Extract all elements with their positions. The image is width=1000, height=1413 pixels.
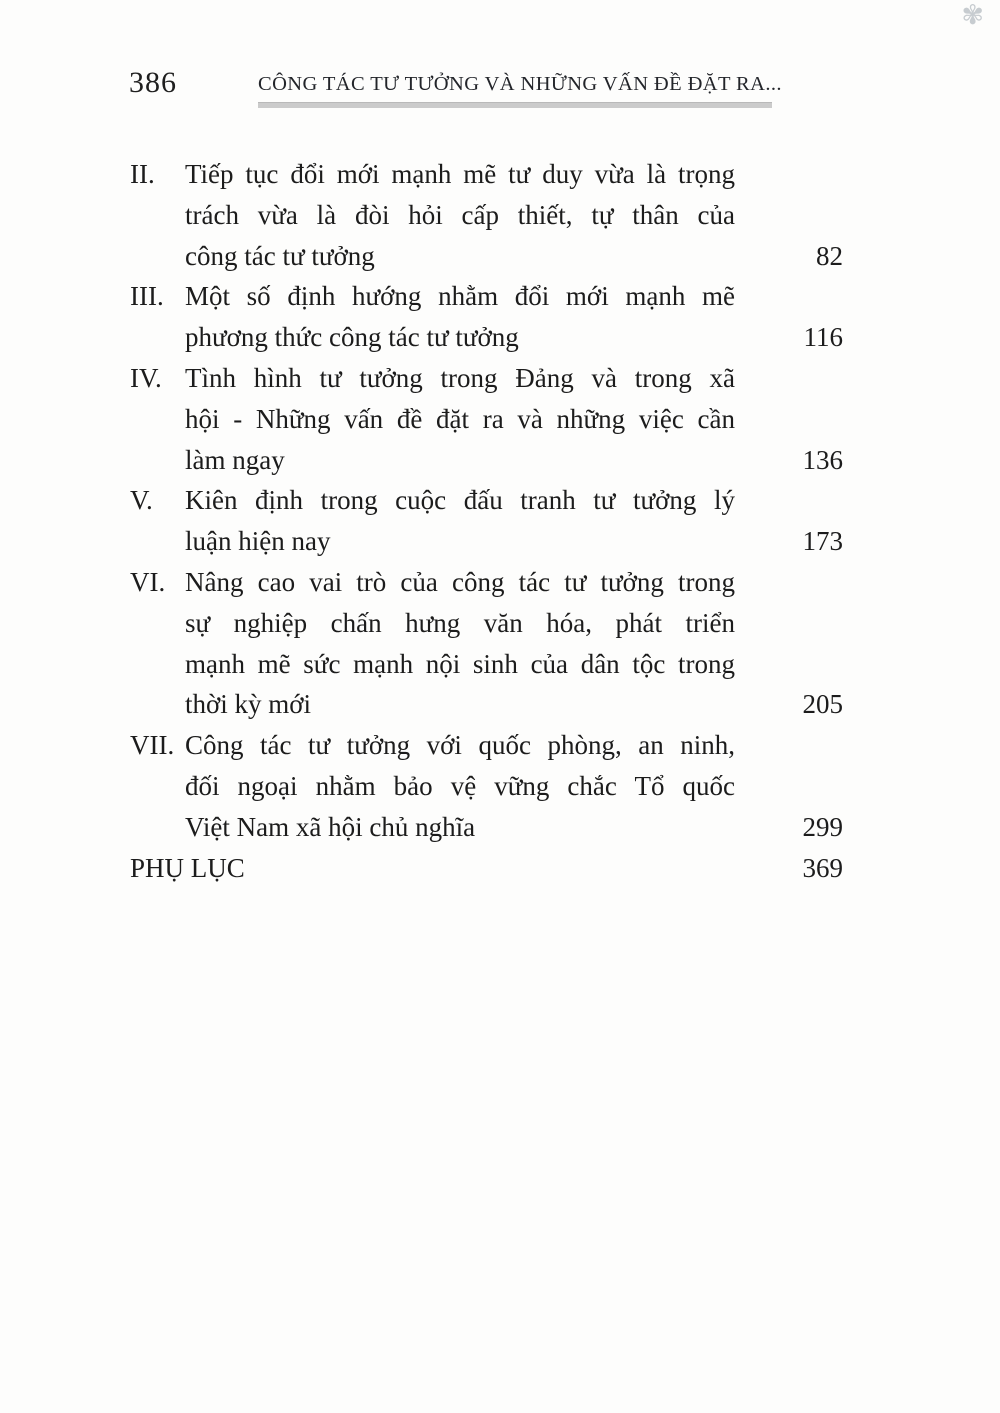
toc-entry-page-number: 205 [802, 689, 843, 720]
toc-entry-title [185, 562, 735, 725]
toc-entry-line: công tác tư tưởng [185, 240, 375, 271]
toc-entry-numeral: VII. [130, 730, 175, 761]
toc-entry-numeral: V. [130, 485, 153, 516]
toc-entry-numeral: III. [130, 281, 164, 312]
toc-entry-page-number: 116 [803, 322, 843, 353]
folio-page-number: 386 [129, 66, 177, 99]
toc-entry-page-number: 82 [816, 240, 843, 271]
toc-entry-title [185, 154, 735, 276]
toc-entry-line: phương thức công tác tư tưởng [185, 322, 519, 353]
toc-entry-line: Tiếp tục đổi mới mạnh mẽ tư duy vừa là trọng [185, 159, 735, 189]
toc-entry-line: Nâng cao vai trò của công tác tư tưởng trong [185, 566, 735, 597]
toc-entry-line: Công tác tư tưởng với quốc phòng, an ninh, [185, 730, 735, 761]
toc-entry-line: Một số định hướng nhằm đổi mới mạnh mẽ [185, 281, 735, 312]
header-rule [258, 102, 772, 108]
toc-entry [130, 562, 843, 725]
toc-entry-title [185, 358, 735, 480]
toc-entry-numeral: II. [130, 159, 155, 189]
toc-entry-line: sự nghiệp chấn hưng văn hóa, phát triển [185, 607, 735, 638]
toc-entry [130, 154, 843, 276]
toc-entry-numeral: IV. [130, 362, 162, 393]
toc-entry-line: làm ngay [185, 444, 285, 475]
toc-entry-line: Kiên định trong cuộc đấu tranh tư tưởng lý [185, 485, 735, 516]
toc-entry [130, 358, 843, 480]
toc-entry [130, 480, 843, 562]
toc-entry [130, 848, 843, 889]
running-header-title: CÔNG TÁC TƯ TƯỞNG VÀ NHỮNG VẤN ĐỀ ĐẶT RA... [258, 73, 782, 95]
florette-watermark-icon: ✾ [961, 0, 984, 30]
toc-entry [130, 276, 843, 358]
toc-entry-line: PHỤ LỤC [130, 852, 245, 883]
toc-entry-line: đối ngoại nhằm bảo vệ vững chắc Tổ quốc [185, 770, 735, 801]
toc-entry-page-number: 299 [802, 811, 843, 842]
toc-entry-numeral: VI. [130, 566, 166, 597]
toc-entry-title [185, 276, 735, 358]
toc-entry-page-number: 136 [802, 444, 843, 475]
toc-entry [130, 725, 843, 847]
toc-entry-line: thời kỳ mới [185, 689, 312, 720]
toc [130, 154, 843, 888]
toc-entry-line: hội - Những vấn đề đặt ra và những việc cần [185, 403, 735, 434]
toc-entry-title [130, 848, 680, 889]
toc-entry-page-number: 173 [802, 526, 843, 557]
toc-entry-title [185, 480, 735, 562]
toc-entry-title [185, 725, 735, 847]
toc-entry-line: trách vừa là đòi hỏi cấp thiết, tự thân của [185, 199, 735, 230]
toc-entry-page-number: 369 [802, 852, 843, 883]
toc-entry-line: Tình hình tư tưởng trong Đảng và trong xã [185, 362, 735, 393]
toc-entry-line: luận hiện nay [185, 526, 331, 557]
toc-entry-line: Việt Nam xã hội chủ nghĩa [185, 811, 476, 842]
toc-entry-line: mạnh mẽ sức mạnh nội sinh của dân tộc trong [185, 648, 735, 679]
